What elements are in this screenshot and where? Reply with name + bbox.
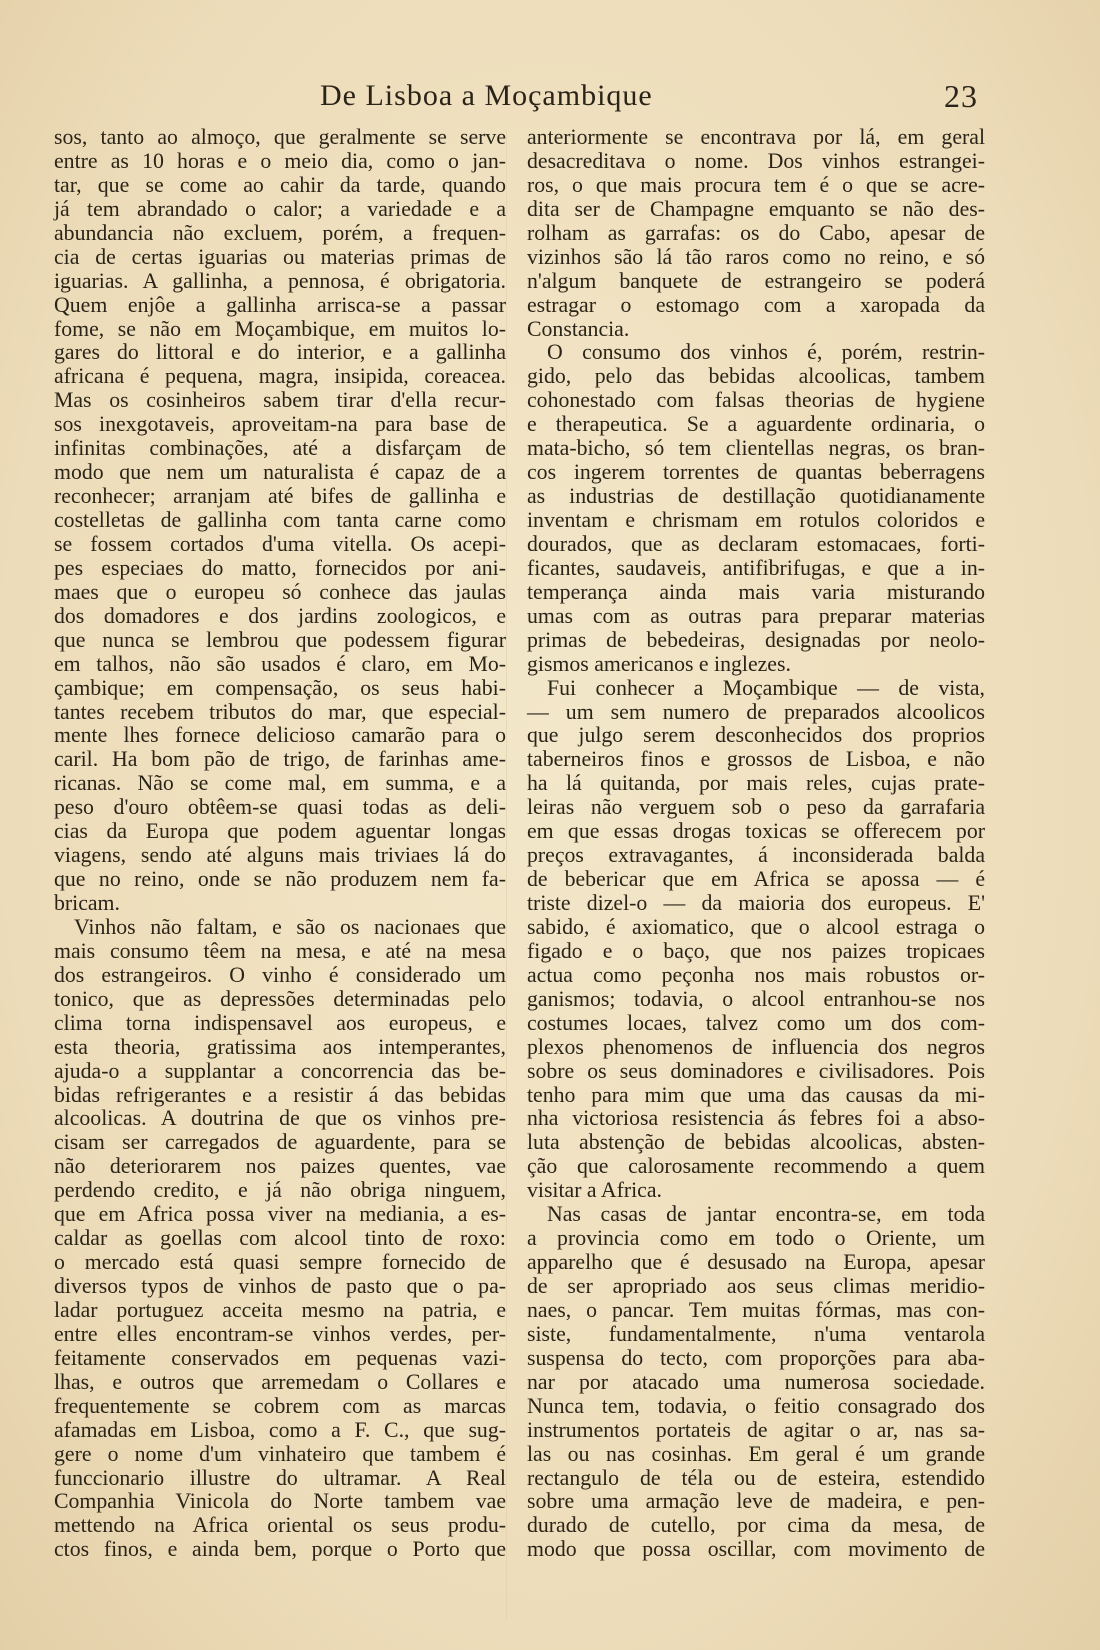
- text-line: primas de bebedeiras, designadas por neolo-: [527, 627, 985, 652]
- text-line: dita ser de Champagne emquanto se não des-: [527, 196, 985, 221]
- text-line: leiras não verguem sob o peso da garrafaria: [527, 795, 985, 820]
- text-line: alcoolicas. A doutrina de que os vinhos pre-: [54, 1106, 506, 1131]
- text-line: já tem abrandado o calor; a variedade e a: [54, 196, 506, 221]
- text-line: peso d'ouro obtêem-se quasi todas as deli-: [54, 795, 506, 820]
- text-line: entre as 10 horas e o meio dia, como o jan-: [54, 148, 506, 173]
- text-line: costelletas de gallinha com tanta carne como: [54, 508, 506, 532]
- text-line: dos estrangeiros. O vinho é considerado um: [54, 962, 506, 987]
- text-line: sobre uma armação leve de madeira, e pen-: [527, 1489, 985, 1514]
- text-line: estragar o estomago com a xaropada da: [527, 292, 985, 317]
- text-line: que nunca se lembrou que podessem figurar: [54, 627, 506, 652]
- text-line: preços extravagantes, á inconsiderada balda: [527, 843, 985, 868]
- text-line: tantes recebem tributos do mar, que especial-: [54, 699, 506, 724]
- text-line: n'algum banquete de estrangeiro se poderá: [527, 268, 985, 293]
- text-line: de ser apropriado aos seus climas meridio-: [527, 1274, 985, 1298]
- text-line: çambique; em compensação, os seus habi-: [54, 675, 506, 700]
- text-line: mais consumo têem na mesa, e até na mesa: [54, 938, 506, 963]
- text-line: frequentemente se cobrem com as marcas: [54, 1393, 506, 1418]
- text-line: las ou nas cosinhas. Em geral é um grande: [527, 1441, 985, 1466]
- text-line: funccionario illustre do ultramar. A Real: [54, 1465, 506, 1490]
- column-gutter: [506, 130, 507, 1620]
- text-line: maes que o europeu só conhece das jaulas: [54, 579, 506, 604]
- text-line: sos, tanto ao almoço, que geralmente se serve: [54, 125, 506, 149]
- text-line: caril. Ha bom pão de trigo, de farinhas ame-: [54, 747, 506, 772]
- text-line: actua como peçonha nos mais robustos or-: [527, 962, 985, 987]
- text-line: sabido, é axiomatico, que o alcool estraga o: [527, 914, 985, 939]
- text-line: durado de cutello, por cima da mesa, de: [527, 1513, 985, 1538]
- text-line: modo que possa oscillar, com movimento de: [527, 1537, 985, 1562]
- text-line: mata-bicho, só tem clientellas negras, os bran-: [527, 436, 985, 461]
- text-line: abundancia não excluem, porém, a frequen-: [54, 220, 506, 245]
- text-line: inventam e chrismam em rotulos coloridos e: [527, 508, 985, 532]
- text-line: cias da Europa que podem aguentar longas: [54, 819, 506, 844]
- text-line: tenho para mim que uma das causas da mi-: [527, 1082, 985, 1107]
- text-line: cos ingerem torrentes de quantas beberragens: [527, 460, 985, 485]
- right-text-column: [527, 126, 985, 1562]
- text-line: ficantes, saudaveis, antifibrifugas, e que a in-: [527, 555, 985, 580]
- text-line: gares do littoral e do interior, e a gallinha: [54, 340, 506, 365]
- text-line: cia de certas iguarias ou materias primas de: [54, 244, 506, 269]
- text-line: Fui conhecer a Moçambique — de vista,: [547, 675, 985, 700]
- text-line: ricanas. Não se come mal, em summa, e a: [54, 771, 506, 796]
- text-line: gere o nome d'um vinhateiro que tambem é: [54, 1441, 506, 1466]
- text-line: em que essas drogas toxicas se offerecem por: [527, 819, 985, 844]
- text-line: mettendo na Africa oriental os seus produ-: [54, 1513, 506, 1538]
- text-line: umas com as outras para preparar materias: [527, 603, 985, 628]
- text-line: desacreditava o nome. Dos vinhos estrangei-: [527, 148, 985, 173]
- text-line: reconhecer; arranjam até bifes de gallinha e: [54, 484, 506, 509]
- text-line: tar, que se come ao cahir da tarde, quando: [54, 172, 506, 197]
- text-line: gido, pelo das bebidas alcoolicas, tambem: [527, 364, 985, 389]
- text-line: não deteriorarem nos paizes quentes, vae: [54, 1154, 506, 1179]
- text-line: iguarias. A gallinha, a pennosa, é obrigatoria.: [54, 268, 506, 293]
- running-title: De Lisboa a Moçambique: [320, 79, 653, 112]
- text-line: luta abstenção de bebidas alcoolicas, absten-: [527, 1130, 985, 1155]
- text-line: tonico, que as depressões determinadas pelo: [54, 986, 506, 1011]
- text-line: bidas refrigerantes e a resistir á das bebidas: [54, 1082, 506, 1107]
- text-line: afamadas em Lisboa, como a F. C., que sug-: [54, 1417, 506, 1442]
- text-line: ha lá quitanda, por mais reles, cujas prate-: [527, 771, 985, 796]
- page-header: [0, 72, 1100, 120]
- text-line: infinitas combinações, até a disfarçam de: [54, 436, 506, 461]
- text-line: mente lhes fornece delicioso camarão para o: [54, 723, 506, 748]
- text-line: taberneiros finos e grossos de Lisboa, e não: [527, 747, 985, 772]
- text-line: a provincia como em todo o Oriente, um: [527, 1226, 985, 1251]
- text-line: ganismos; todavia, o alcool entranhou-se nos: [527, 986, 985, 1011]
- text-line: o mercado está quasi sempre fornecido de: [54, 1250, 506, 1275]
- text-line: rolham as garrafas: os do Cabo, apesar de: [527, 220, 985, 245]
- text-line: que julgo serem desconhecidos dos proprios: [527, 723, 985, 748]
- text-line: cohonestado com falsas theorias de hygiene: [527, 388, 985, 413]
- text-line: nha victoriosa resistencia ás febres foi a abso-: [527, 1106, 985, 1131]
- text-line: clima torna indispensavel aos europeus, e: [54, 1010, 506, 1035]
- page-number: 23: [944, 78, 978, 114]
- text-line: as industrias de destillação quotidianamente: [527, 484, 985, 509]
- text-line: modo que nem um naturalista é capaz de a: [54, 460, 506, 485]
- text-line: Constancia.: [527, 316, 630, 341]
- text-line: nar por atacado uma numerosa sociedade.: [527, 1369, 985, 1394]
- text-line: africana é pequena, magra, insipida, coreacea.: [54, 364, 506, 389]
- text-line: ladar portuguez acceita mesmo na patria, e: [54, 1297, 506, 1322]
- text-line: ros, o que mais procura tem é o que se acre-: [527, 172, 985, 197]
- text-line: cisam ser carregados de aguardente, para se: [54, 1130, 506, 1155]
- text-line: diversos typos de vinhos de pasto que o pa-: [54, 1274, 506, 1298]
- text-line: visitar a Africa.: [527, 1178, 662, 1203]
- text-line: bricam.: [54, 891, 120, 915]
- text-line: Quem enjôe a gallinha arrisca-se a passar: [54, 292, 506, 317]
- text-line: Nas casas de jantar encontra-se, em toda: [547, 1202, 985, 1227]
- text-line: entre elles encontram-se vinhos verdes, per-: [54, 1321, 506, 1346]
- text-line: naes, o pancar. Tem muitas fórmas, mas con-: [527, 1297, 985, 1322]
- text-line: perdendo credito, e já não obriga ninguem,: [54, 1178, 506, 1203]
- text-line: apparelho que é desusado na Europa, apesar: [527, 1250, 985, 1275]
- text-line: ctos finos, e ainda bem, porque o Porto que: [54, 1537, 506, 1562]
- text-line: Mas os cosinheiros sabem tirar d'ella recur-: [54, 388, 506, 413]
- text-line: figado e o baço, que nos paizes tropicaes: [527, 938, 985, 963]
- text-line: Nunca tem, todavia, o feitio consagrado dos: [527, 1393, 985, 1418]
- text-line: plexos phenomenos de influencia dos negros: [527, 1034, 985, 1059]
- text-line: vizinhos são lá tão raros como no reino, e só: [527, 244, 985, 269]
- text-line: rectangulo de téla ou de esteira, estendido: [527, 1465, 985, 1490]
- text-line: dos domadores e dos jardins zoologicos, e: [54, 603, 506, 628]
- text-line: se fossem cortados d'uma vitella. Os acepi-: [54, 531, 506, 556]
- text-line: viagens, sendo até alguns mais triviaes lá do: [54, 843, 506, 868]
- text-line: dourados, que as declaram estomacaes, forti-: [527, 531, 985, 556]
- text-line: que no reino, onde se não produzem nem fa-: [54, 867, 506, 892]
- text-line: — um sem numero de preparados alcoolicos: [527, 699, 985, 724]
- left-text-column: [54, 126, 506, 1562]
- text-line: instrumentos portateis de agitar o ar, nas sa-: [527, 1417, 985, 1442]
- text-line: lhas, e outros que arremedam o Collares e: [54, 1369, 506, 1394]
- text-line: caldar as goellas com alcool tinto de roxo:: [54, 1226, 506, 1251]
- text-line: que em Africa possa viver na mediania, a es-: [54, 1202, 506, 1227]
- text-line: de bebericar que em Africa se apossa — é: [527, 867, 985, 892]
- text-line: costumes locaes, talvez como um dos com-: [527, 1010, 985, 1035]
- text-line: suspensa do tecto, com proporções para aba-: [527, 1345, 985, 1370]
- text-line: sos inexgotaveis, aproveitam-na para base de: [54, 412, 506, 437]
- text-line: em talhos, não são usados é claro, em Mo-: [54, 651, 506, 676]
- text-line: sobre os seus dominadores e civilisadores. Pois: [527, 1058, 985, 1083]
- text-line: temperança ainda mais varia misturando: [527, 579, 985, 604]
- text-line: e therapeutica. Se a aguardente ordinaria, o: [527, 412, 985, 437]
- text-line: ajuda-o a supplantar a concorrencia das be-: [54, 1058, 506, 1083]
- text-line: esta theoria, gratissima aos intemperantes,: [54, 1034, 506, 1059]
- text-line: O consumo dos vinhos é, porém, restrin-: [547, 340, 985, 365]
- text-line: pes especiaes do matto, fornecidos por ani-: [54, 555, 506, 580]
- text-line: Companhia Vinicola do Norte tambem vae: [54, 1489, 506, 1514]
- text-line: anteriormente se encontrava por lá, em geral: [527, 125, 985, 149]
- text-line: ção que calorosamente recommendo a quem: [527, 1154, 985, 1179]
- text-line: triste dizel-o — da maioria dos europeus. E': [527, 891, 985, 915]
- text-line: siste, fundamentalmente, n'uma ventarola: [527, 1321, 985, 1346]
- text-line: fome, se não em Moçambique, em muitos lo-: [54, 316, 506, 341]
- text-line: gismos americanos e inglezes.: [527, 651, 791, 676]
- text-line: Vinhos não faltam, e são os nacionaes que: [74, 914, 506, 939]
- text-line: feitamente conservados em pequenas vazi-: [54, 1345, 506, 1370]
